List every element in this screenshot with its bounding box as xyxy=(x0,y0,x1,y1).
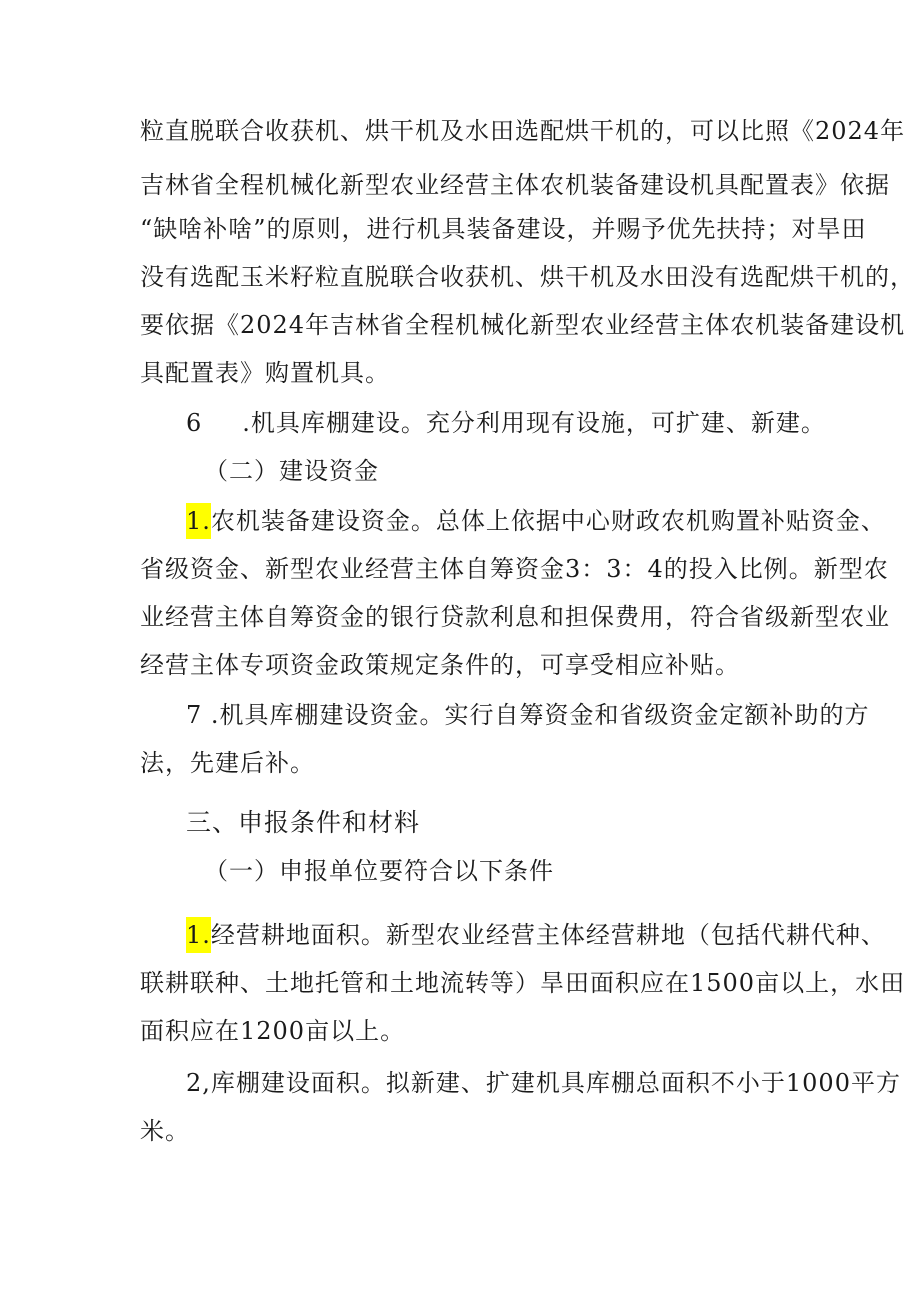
list-item-text: .机具库棚建设。充分利用现有设施，可扩建、新建。 xyxy=(242,409,826,437)
paragraph-line: 粒直脱联合收获机、烘干机及水田选配烘干机的，可以比照《2024年 xyxy=(140,117,906,145)
paragraph-line: 具配置表》购置机具。 xyxy=(140,359,390,387)
paragraph-line: 省级资金、新型农业经营主体自筹资金3：3：4的投入比例。新型农 xyxy=(140,555,889,583)
highlighted-number: 1. xyxy=(186,503,211,539)
list-item-6 xyxy=(186,408,826,438)
subheading-construction-funds: （二）建设资金 xyxy=(204,457,379,485)
list-item-text: 农机装备建设资金。总体上依据中心财政农机购置补贴资金、 xyxy=(210,507,886,535)
paragraph-line: 没有选配玉米籽粒直脱联合收获机、烘干机及水田没有选配烘干机的， xyxy=(140,263,915,291)
list-item-text: 经营耕地面积。新型农业经营主体经营耕地（包括代耕代种、 xyxy=(210,921,886,949)
list-item-7: 7 .机具库棚建设资金。实行自筹资金和省级资金定额补助的方 xyxy=(186,701,870,729)
highlighted-number: 1. xyxy=(186,917,211,953)
list-item-number: 6 xyxy=(186,409,203,437)
paragraph-line: 经营主体专项资金政策规定条件的，可享受相应补贴。 xyxy=(140,651,740,679)
paragraph-line: 法，先建后补。 xyxy=(140,749,315,777)
paragraph-line: 联耕联种、土地托管和土地流转等）旱田面积应在1500亩以上，水田 xyxy=(140,969,906,997)
section-heading: 三、申报条件和材料 xyxy=(186,808,421,837)
paragraph-line: 米。 xyxy=(140,1117,190,1145)
paragraph-line: 要依据《2024年吉林省全程机械化新型农业经营主体农机装备建设机 xyxy=(140,311,906,339)
list-item-conditions-1 xyxy=(186,920,886,950)
paragraph-line: 吉林省全程机械化新型农业经营主体农机装备建设机具配置表》依据 xyxy=(140,171,890,199)
list-item-conditions-2: 2,库棚建设面积。拟新建、扩建机具库棚总面积不小于1000平方 xyxy=(186,1069,901,1097)
paragraph-line: 面积应在1200亩以上。 xyxy=(140,1017,406,1045)
list-item-funds-1 xyxy=(186,506,886,536)
subheading-application-conditions: （一）申报单位要符合以下条件 xyxy=(204,857,554,885)
paragraph-line: 业经营主体自筹资金的银行贷款利息和担保费用，符合省级新型农业 xyxy=(140,603,890,631)
paragraph-line: “缺啥补啥”的原则，进行机具装备建设，并赐予优先扶持；对旱田 xyxy=(140,215,867,243)
